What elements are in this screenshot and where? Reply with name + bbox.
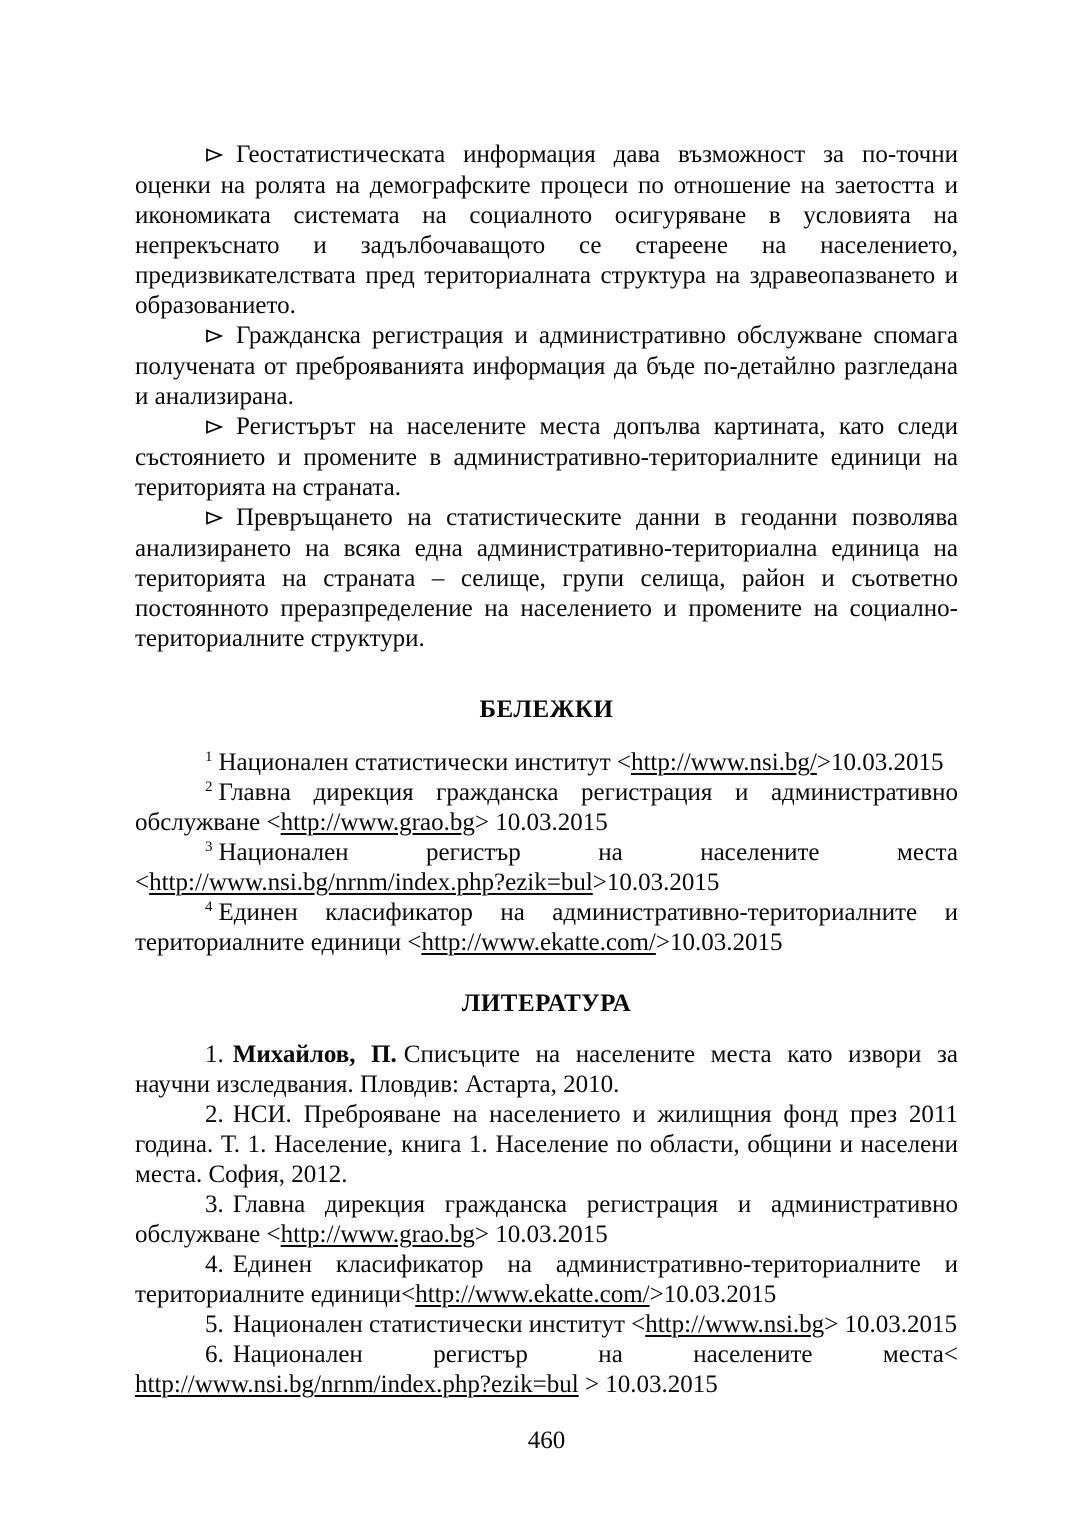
paragraph-text: Геостатистическата информация дава възможност за по-точни оценки на ролята на демографските процеси по отношение на заетостта и икономиката системата на социалното осигуряване в условията на непрекъснато и задълбочаващото се стареене на населението, предизвикателствата пред териториалната структура на здравеопазването и образованието.	[135, 141, 958, 319]
arrow-bullet-icon	[205, 413, 223, 443]
url-link[interactable]: http://www.ekatte.com/	[415, 1281, 650, 1308]
notes-heading: БЕЛЕЖКИ	[479, 696, 614, 723]
body-paragraph-1	[135, 140, 958, 321]
reference-3	[135, 1190, 958, 1250]
footnote-marker: 4	[205, 898, 213, 915]
footnote-marker: 3	[205, 838, 213, 855]
reference-text: Национален статистически институт <	[232, 1311, 646, 1338]
footnote-date: >10.03.2015	[655, 929, 783, 956]
footnote-text: Главна дирекция гражданска регистрация и административно обслужване <	[135, 779, 958, 836]
footnote-text: Единен класификатор на административно-териториалните и териториалните единици <	[135, 899, 958, 956]
reference-4	[135, 1250, 958, 1310]
reference-text: Единен класификатор на административно-териториалните и териториалните единици<	[135, 1251, 958, 1308]
arrow-bullet-icon	[205, 141, 223, 171]
paragraph-text: Превръщането на статистическите данни в геоданни позволява анализирането на всяка една административно-териториална единица на територията на страната – селище, групи селища, район и съответно постоянното преразпределение на населението и промените на социално-териториалните структури.	[135, 504, 958, 652]
url-link[interactable]: http://www.ekatte.com/	[421, 929, 656, 956]
footnote-date: >10.03.2015	[592, 869, 720, 896]
footnote-text: Национален регистър на населените места <	[135, 839, 958, 896]
reference-number: 2.	[205, 1101, 224, 1128]
footnote-date: > 10.03.2015	[474, 809, 608, 836]
arrow-bullet-icon	[205, 322, 223, 352]
reference-number: 1.	[205, 1041, 224, 1068]
body-paragraph-3	[135, 412, 958, 503]
reference-date: > 10.03.2015	[474, 1221, 608, 1248]
reference-text: НСИ. Преброяване на населението и жилищния фонд през 2011 година. Т. 1. Население, книга 1. Население по области, общини и населени места. София, 2012.	[135, 1101, 958, 1188]
reference-date: > 10.03.2015	[824, 1311, 958, 1338]
reference-6	[135, 1340, 958, 1400]
url-link[interactable]: http://www.grao.bg	[280, 1221, 475, 1248]
reference-text: Национален регистър на населените места<	[232, 1341, 958, 1368]
reference-date: > 10.03.2015	[578, 1371, 718, 1398]
reference-author: Михайлов, П.	[232, 1041, 397, 1068]
reference-text: Главна дирекция гражданска регистрация и административно обслужване <	[135, 1191, 958, 1248]
paragraph-text: Регистърът на населените места допълва картината, като следи състоянието и промените в административно-териториалните единици на територията на страната.	[135, 413, 958, 501]
footnote-4	[135, 898, 958, 958]
page-number: 460	[527, 1427, 566, 1454]
reference-2	[135, 1100, 958, 1190]
reference-number: 5.	[205, 1311, 224, 1338]
arrow-bullet-icon	[205, 504, 223, 534]
reference-number: 4.	[205, 1251, 224, 1278]
reference-text: Списъците на населените места като извори за научни изследвания. Пловдив: Астарта, 2010.	[135, 1041, 958, 1098]
url-link[interactable]: http://www.grao.bg	[280, 809, 475, 836]
reference-number: 3.	[205, 1191, 224, 1218]
paragraph-text: Гражданска регистрация и административно обслужване спомага получената от преброяванията информация да бъде по-детайлно разгледана и анализирана.	[135, 322, 958, 410]
footnote-marker: 2	[205, 778, 213, 795]
body-paragraph-4	[135, 503, 958, 654]
url-link[interactable]: http://www.nsi.bg/nrnm/index.php?ezik=bul	[135, 1371, 579, 1398]
footnote-2	[135, 778, 958, 838]
reference-1	[135, 1040, 958, 1100]
footnote-marker: 1	[205, 748, 213, 765]
footnote-3	[135, 838, 958, 898]
body-paragraph-2	[135, 321, 958, 412]
reference-number: 6.	[205, 1341, 224, 1368]
literature-heading: ЛИТЕРАТУРА	[461, 990, 632, 1017]
url-link[interactable]: http://www.nsi.bg	[645, 1311, 825, 1338]
reference-5	[135, 1310, 958, 1340]
url-link[interactable]: http://www.nsi.bg/	[630, 749, 817, 776]
footnote-text: Национален статистически институт <	[218, 749, 631, 776]
footnote-1	[135, 748, 958, 778]
footnote-date: >10.03.2015	[816, 749, 944, 776]
reference-date: >10.03.2015	[649, 1281, 777, 1308]
url-link[interactable]: http://www.nsi.bg/nrnm/index.php?ezik=bul	[149, 869, 593, 896]
